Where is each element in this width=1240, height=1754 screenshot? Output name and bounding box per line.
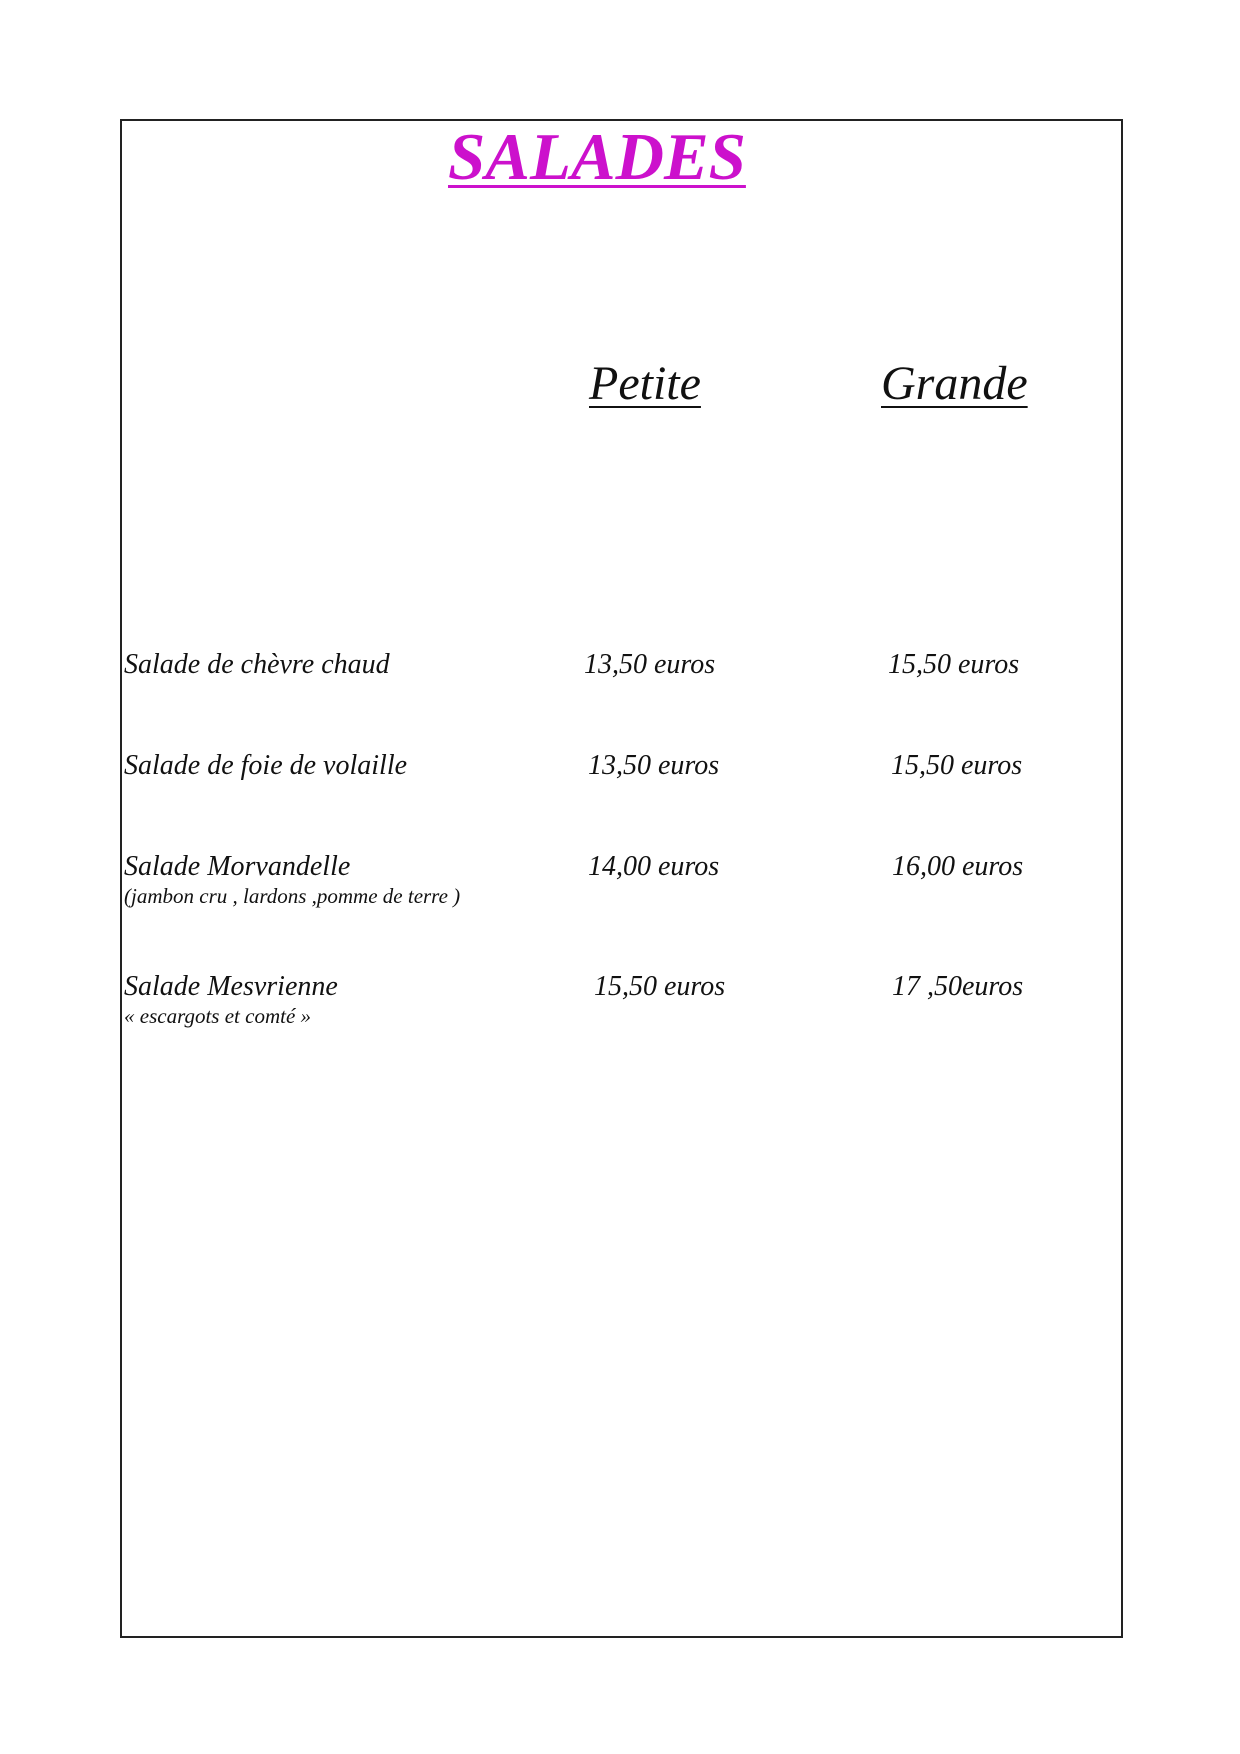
menu-item-price-grande: 15,50 euros: [888, 649, 1020, 680]
menu-item-price-petite: 13,50 euros: [584, 649, 716, 680]
menu-title: SALADES: [448, 120, 746, 194]
menu-item-name: Salade Mesvrienne: [124, 971, 338, 1002]
menu-item-price-petite: 14,00 euros: [588, 851, 720, 882]
menu-item-price-petite: 15,50 euros: [594, 971, 726, 1002]
menu-item-description: (jambon cru , lardons ,pomme de terre ): [124, 884, 461, 908]
column-header-grande: Grande: [881, 357, 1028, 410]
column-header-petite: Petite: [589, 357, 701, 410]
menu-item-price-petite: 13,50 euros: [588, 750, 720, 781]
menu-item-name: Salade de chèvre chaud: [124, 649, 390, 680]
menu-item-description: « escargots et comté »: [124, 1004, 312, 1028]
menu-item-price-grande: 15,50 euros: [891, 750, 1023, 781]
menu-item-price-grande: 16,00 euros: [892, 851, 1024, 882]
menu-item-name: Salade de foie de volaille: [124, 750, 408, 781]
menu-item-price-grande: 17 ,50euros: [892, 971, 1024, 1002]
menu-item-name: Salade Morvandelle: [124, 851, 351, 882]
